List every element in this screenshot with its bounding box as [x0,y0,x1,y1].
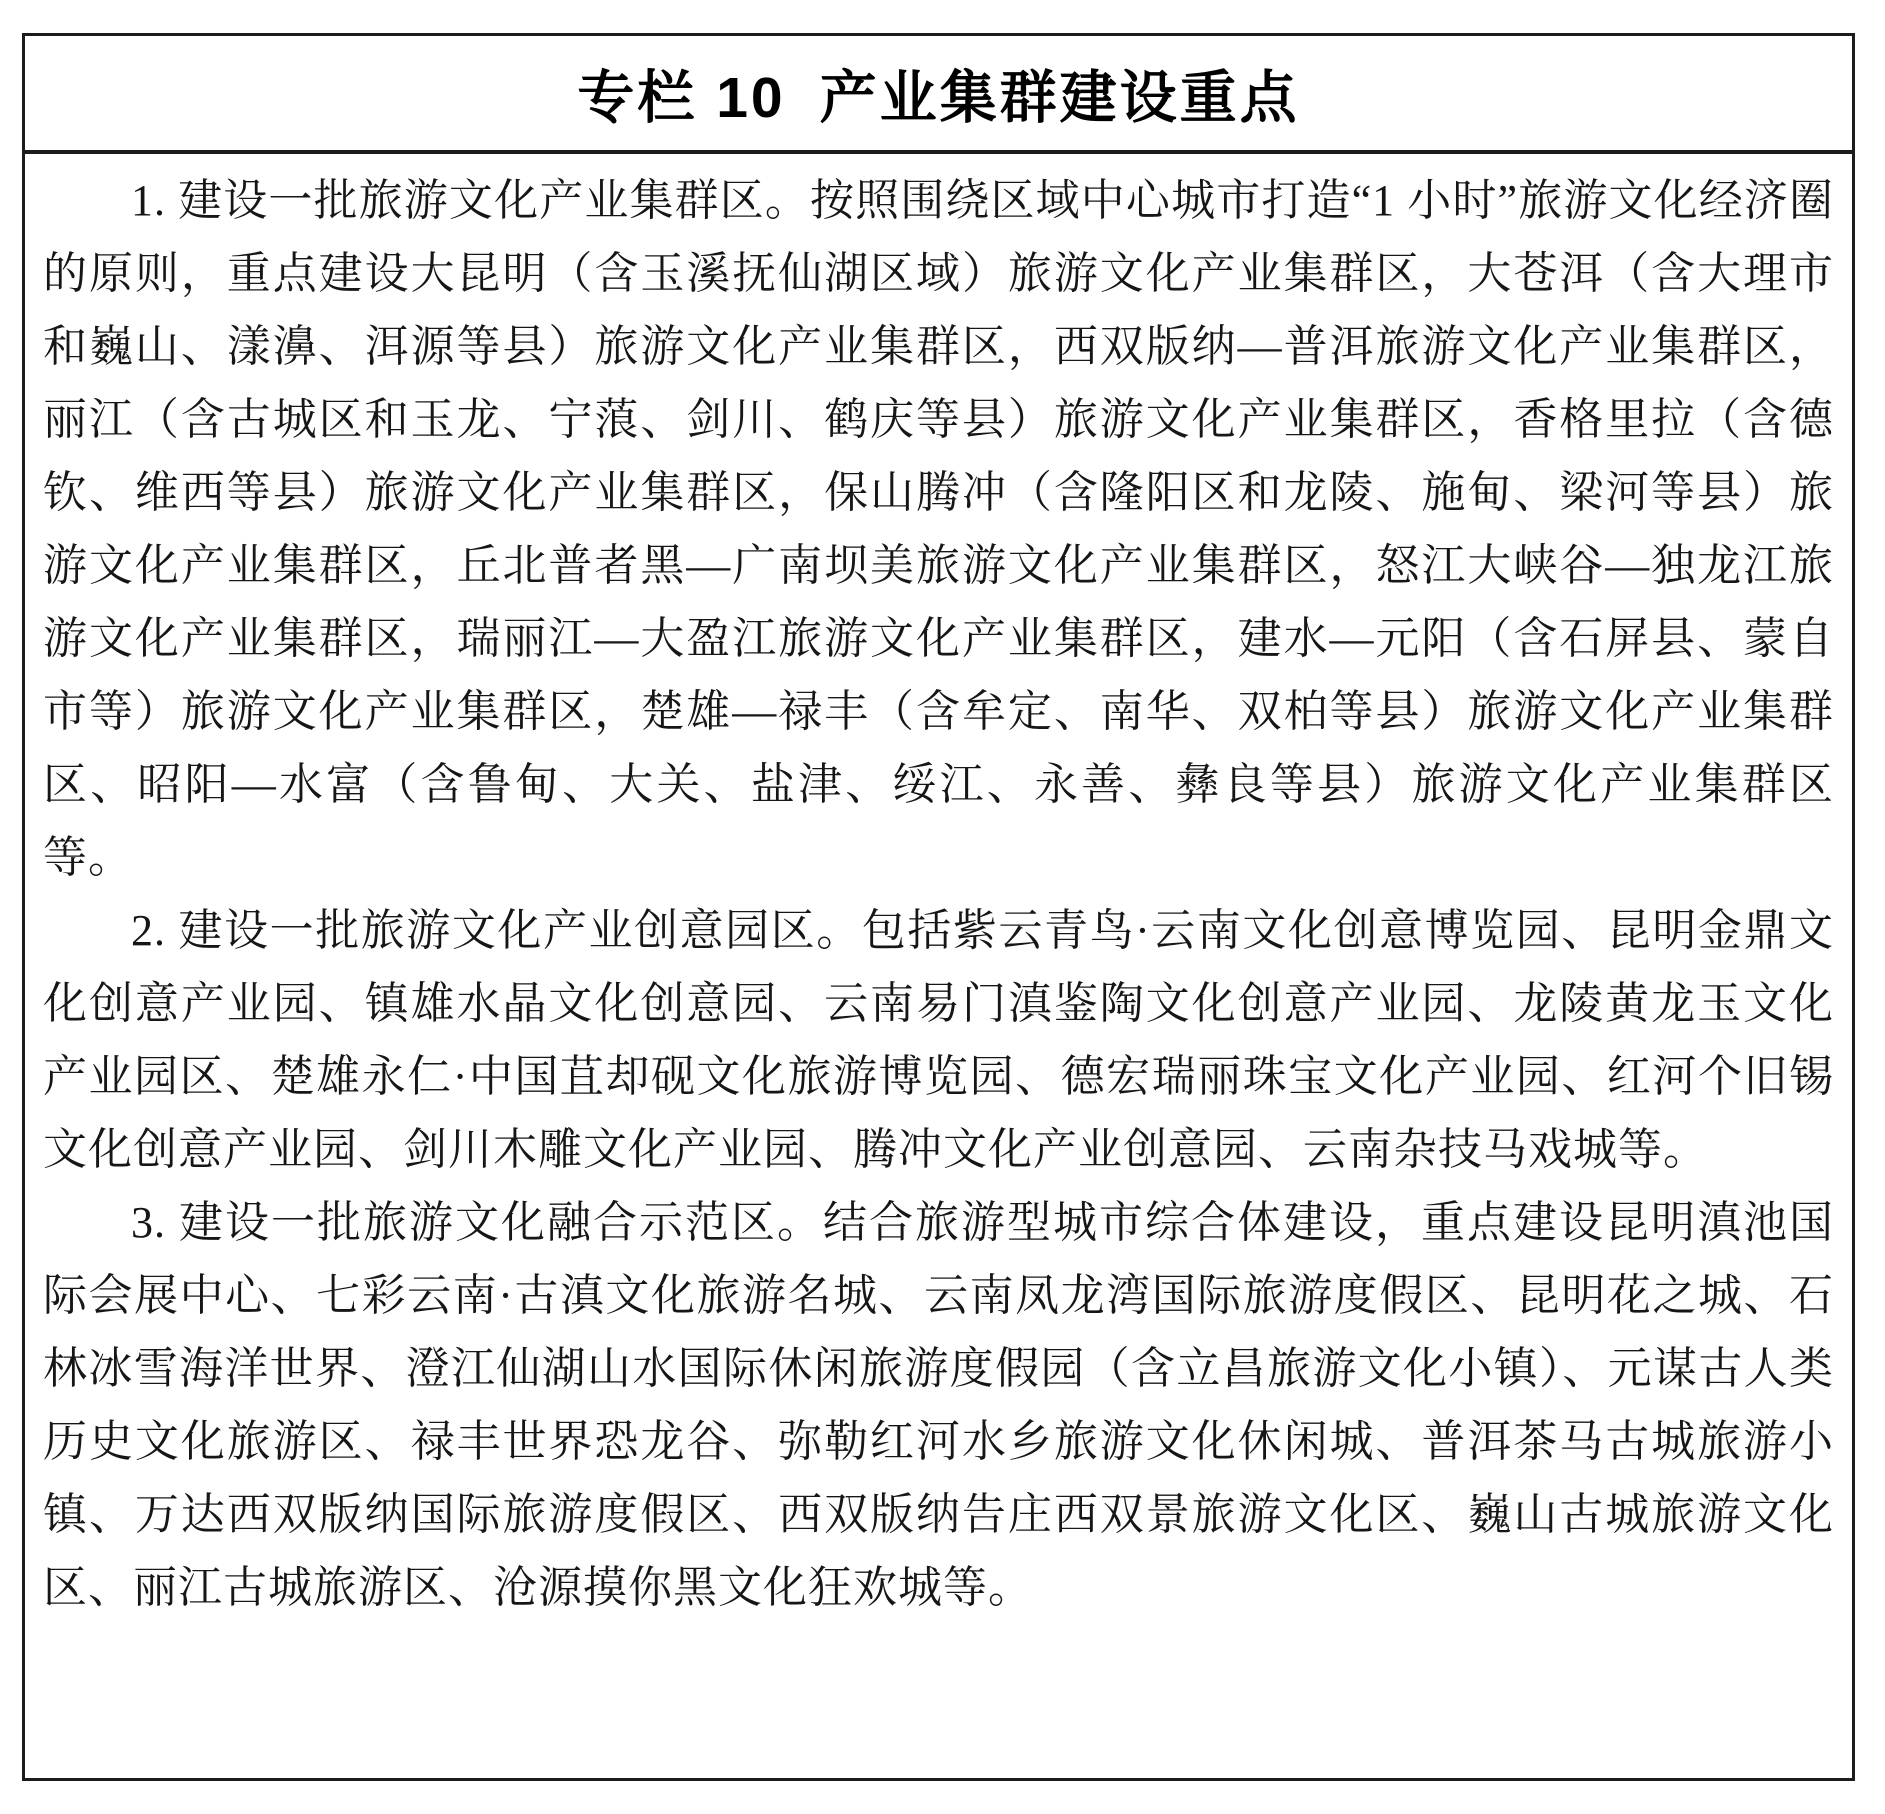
column-title: 产业集群建设重点 [819,66,1300,130]
column-label: 专栏 10 [577,66,786,130]
paragraph-industry-cluster-zones: 1. 建设一批旅游文化产业集群区。按照围绕区域中心城市打造“1 小时”旅游文化经济圈的原则，重点建设大昆明（含玉溪抚仙湖区域）旅游文化产业集群区，大苍洱（含大理市和巍山、漾濞、洱源等县）旅游文化产业集群区，西双版纳—普洱旅游文化产业集群区，丽江（含古城区和玉龙、宁蒗、剑川、鹤庆等县）旅游文化产业集群区，香格里拉（含德钦、维西等县）旅游文化产业集群区，保山腾冲（含隆阳区和龙陵、施甸、梁河等县）旅游文化产业集群区，丘北普者黑—广南坝美旅游文化产业集群区，怒江大峡谷—独龙江旅游文化产业集群区，瑞丽江—大盈江旅游文化产业集群区，建水—元阳（含石屏县、蒙自市等）旅游文化产业集群区，楚雄—禄丰（含牟定、南华、双柏等县）旅游文化产业集群区、昭阳—水富（含鲁甸、大关、盐津、绥江、永善、彝良等县）旅游文化产业集群区等。 [43,176,1834,882]
paragraph-integration-demo-zones: 3. 建设一批旅游文化融合示范区。结合旅游型城市综合体建设，重点建设昆明滇池国际会展中心、七彩云南·古滇文化旅游名城、云南凤龙湾国际旅游度假区、昆明花之城、石林冰雪海洋世界、澄江仙湖山水国际休闲旅游度假园（含立昌旅游文化小镇）、元谋古人类历史文化旅游区、禄丰世界恐龙谷、弥勒红河水乡旅游文化休闲城、普洱茶马古城旅游小镇、万达西双版纳国际旅游度假区、西双版纳告庄西双景旅游文化区、巍山古城旅游文化区、丽江古城旅游区、沧源摸你黑文化狂欢城等。 [43,1198,1834,1612]
column-box-header [25,36,1852,154]
paragraph-creative-parks: 2. 建设一批旅游文化产业创意园区。包括紫云青鸟·云南文化创意博览园、昆明金鼎文化创意产业园、镇雄水晶文化创意园、云南易门滇鉴陶文化创意产业园、龙陵黄龙玉文化产业园区、楚雄永仁·中国苴却砚文化旅游博览园、德宏瑞丽珠宝文化产业园、红河个旧锡文化创意产业园、剑川木雕文化产业园、腾冲文化产业创意园、云南杂技马戏城等。 [43,906,1834,1174]
column-box-body [25,154,1852,1778]
column-box [22,33,1855,1781]
